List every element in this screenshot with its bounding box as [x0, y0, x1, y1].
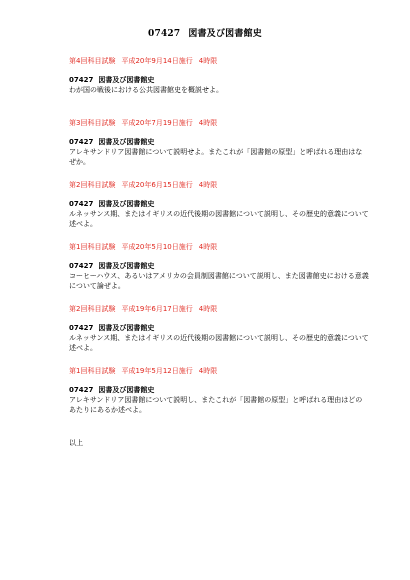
exam-entry	[69, 243, 369, 305]
exam-date: 平成20年7月19日施行	[121, 119, 193, 127]
exam-question: ルネッサンス期、またはイギリスの近代後期の図書館について説明し、その歴史的意義について述べよ。	[69, 210, 369, 228]
exam-subject	[69, 138, 369, 147]
exam-period: 4時限	[198, 243, 218, 251]
exam-header	[69, 305, 369, 314]
exam-header	[69, 367, 369, 376]
exam-subject-name: 図書及び図書館史	[98, 324, 155, 332]
exam-list	[69, 57, 369, 448]
exam-subject-name: 図書及び図書館史	[98, 138, 155, 146]
exam-entry	[69, 119, 369, 181]
title-course-code: 07427	[148, 29, 181, 39]
exam-session: 第2回科目試験	[69, 305, 116, 313]
exam-subject-code: 07427	[69, 324, 94, 332]
exam-header	[69, 119, 369, 128]
exam-entry	[69, 305, 369, 367]
exam-header	[69, 243, 369, 252]
exam-session: 第3回科目試験	[69, 119, 116, 127]
exam-period: 4時限	[198, 119, 218, 127]
exam-subject-name: 図書及び図書館史	[98, 262, 155, 270]
exam-question: ルネッサンス期、またはイギリスの近代後期の図書館について説明し、その歴史的意義について述べよ。	[69, 334, 369, 352]
exam-subject	[69, 324, 369, 333]
exam-subject-code: 07427	[69, 76, 94, 84]
exam-date: 平成19年5月12日施行	[121, 367, 193, 375]
exam-question: アレキサンドリア図書館について説明せよ。またこれが「図書館の原型」と呼ばれる理由はなぜか。	[69, 148, 363, 166]
exam-subject-code: 07427	[69, 200, 94, 208]
exam-session: 第2回科目試験	[69, 181, 116, 189]
title-course-name: 図書及び図書館史	[188, 29, 262, 39]
exam-period: 4時限	[198, 181, 218, 189]
exam-period: 4時限	[198, 367, 218, 375]
exam-entry	[69, 57, 369, 119]
exam-date: 平成20年9月14日施行	[121, 57, 193, 65]
exam-session: 第1回科目試験	[69, 367, 116, 375]
exam-subject	[69, 76, 369, 85]
exam-subject	[69, 386, 369, 395]
exam-entry	[69, 181, 369, 243]
exam-subject-code: 07427	[69, 386, 94, 394]
exam-period: 4時限	[198, 305, 218, 313]
exam-date: 平成19年6月17日施行	[121, 305, 193, 313]
exam-session: 第1回科目試験	[69, 243, 116, 251]
exam-subject	[69, 262, 369, 271]
exam-subject-code: 07427	[69, 138, 94, 146]
exam-date: 平成20年5月10日施行	[121, 243, 193, 251]
exam-header	[69, 181, 369, 190]
exam-period: 4時限	[198, 57, 218, 65]
exam-entry	[69, 367, 369, 429]
exam-subject-name: 図書及び図書館史	[98, 386, 155, 394]
closing-text: 以上	[69, 439, 83, 447]
exam-header	[69, 57, 369, 66]
document-title	[0, 26, 410, 39]
exam-subject-name: 図書及び図書館史	[98, 200, 155, 208]
exam-question: わが国の戦後における公共図書館史を概説せよ。	[69, 86, 223, 94]
exam-subject-name: 図書及び図書館史	[98, 76, 155, 84]
exam-session: 第4回科目試験	[69, 57, 116, 65]
exam-subject	[69, 200, 369, 209]
exam-subject-code: 07427	[69, 262, 94, 270]
exam-question: コーヒーハウス、あるいはアメリカの会員制図書館について説明し、また図書館史における意義について論ぜよ。	[69, 272, 369, 290]
exam-date: 平成20年6月15日施行	[121, 181, 193, 189]
exam-question: アレキサンドリア図書館について説明し、またこれが「図書館の原型」と呼ばれる理由はどのあたりにあるか述べよ。	[69, 396, 363, 414]
